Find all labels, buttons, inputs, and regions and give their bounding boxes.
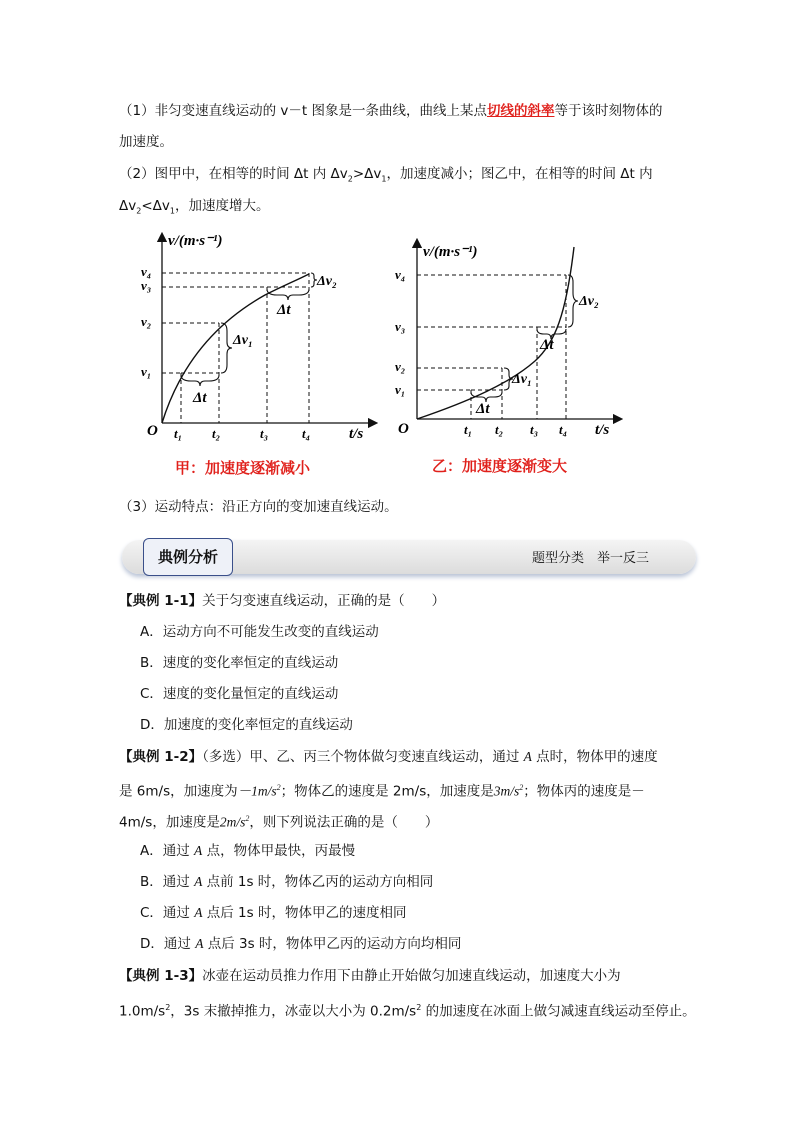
ex3-line1: 【典例 1-3】冰壶在运动员推力作用下由静止开始做匀加速直线运动，加速度大小为 (119, 968, 621, 984)
x-tick-t1: t₁ (464, 422, 473, 437)
y-tick-v3: v₃ (395, 319, 406, 334)
ex2-line1: 【典例 1-2】（多选）甲、乙、丙三个物体做匀变速直线运动，通过 A 点时，物体甲的速度 (119, 749, 658, 765)
y-axis-label: v/(m·s⁻¹) (168, 233, 223, 249)
graph-left (135, 225, 385, 450)
brace-dv1 (221, 323, 232, 373)
label-dt1: Δt (476, 401, 490, 417)
y-tick-v1: v₁ (395, 382, 406, 397)
intro-p2-line1: （2）图甲中，在相等的时间 Δt 内 $\Delta v_2>\Delta v_1$，加速度减小；图乙中，在相等的时间 Δt 内 (119, 166, 653, 184)
ex1-option-b: B．速度的变化率恒定的直线运动 (140, 655, 339, 671)
y-axis-label: v/(m·s⁻¹) (423, 244, 478, 260)
intro-p2-line2: $\Delta v_2<\Delta v_1$，加速度增大。 (119, 198, 270, 216)
ex2-option-a: A．通过 A 点，物体甲最快，丙最慢 (140, 843, 356, 859)
ex2-label: 【典例 1-2】 (119, 749, 203, 765)
ex1-option-d: D．加速度的变化率恒定的直线运动 (140, 717, 353, 733)
brace-dt1 (181, 375, 219, 386)
graph-right (390, 235, 630, 450)
x-tick-t1: t₁ (174, 426, 183, 441)
label-dv2: Δv₂ (317, 274, 337, 289)
ex2-line2: 是 6m/s，加速度为$-1m/s^2$；物体乙的速度是 2m/s，加速度是$3m/s^2$；物体丙的速度是－ (119, 783, 645, 800)
label-dt2: Δt (540, 337, 554, 353)
label-dv1: Δv₁ (512, 372, 532, 387)
ex3-line2: $1.0m/s^2$，3s 末撤掉推力，冰壶以大小为 $0.2m/s^2$ 的加速度在冰面上做匀减速直线运动至停止。 (119, 1003, 696, 1020)
ex1-stem: 【典例 1-1】关于匀变速直线运动，正确的是（ ） (119, 593, 446, 609)
caption-left: 甲：加速度逐渐减小 (175, 459, 311, 477)
x-axis-label: t/s (595, 422, 610, 438)
banner-tag: 典例分析 (143, 538, 233, 576)
x-tick-t4: t₄ (559, 422, 568, 437)
x-tick-t3: t₃ (530, 422, 539, 437)
intro-p1-line2: 加速度。 (119, 134, 173, 150)
highlight-slope: 切线的斜率 (486, 103, 555, 119)
x-axis-label: t/s (349, 426, 364, 442)
banner-subtitle: 题型分类 举一反三 (532, 551, 650, 566)
y-tick-v4: v₄ (395, 267, 406, 282)
label-dv1: Δv₁ (233, 333, 253, 348)
label-dt2: Δt (277, 302, 291, 318)
ex2-option-d: D．通过 A 点后 3s 时，物体甲乙丙的运动方向均相同 (140, 936, 462, 952)
ex3-label: 【典例 1-3】 (119, 968, 203, 984)
x-tick-t2: t₂ (495, 422, 504, 437)
ex2-option-c: C．通过 A 点后 1s 时，物体甲乙的速度相同 (140, 905, 407, 921)
x-tick-t2: t₂ (212, 426, 221, 441)
vt-curve (417, 247, 574, 419)
y-tick-v2: v₂ (141, 314, 152, 329)
ex2-line3: 4m/s，加速度是$2m/s^2$，则下列说法正确的是（ ） (119, 814, 439, 831)
intro-p3: （3）运动特点：沿正方向的变加速直线运动。 (119, 499, 398, 515)
label-dt1: Δt (193, 390, 207, 406)
x-tick-t3: t₃ (260, 426, 269, 441)
y-tick-v3: v₃ (141, 278, 152, 293)
ex1-option-c: C．速度的变化量恒定的直线运动 (140, 686, 339, 702)
origin-label: O (147, 423, 158, 439)
intro-p1-line1: （1）非匀变速直线运动的 v－t 图象是一条曲线，曲线上某点切线的斜率等于该时刻物体的 (119, 103, 663, 119)
label-dv2: Δv₂ (579, 294, 599, 309)
y-tick-v1: v₁ (141, 364, 152, 379)
ex1-label: 【典例 1-1】 (119, 593, 203, 609)
y-tick-v2: v₂ (395, 359, 406, 374)
x-tick-t4: t₄ (302, 426, 311, 441)
ex2-option-b: B．通过 A 点前 1s 时，物体乙丙的运动方向相同 (140, 874, 434, 890)
origin-label: O (398, 421, 409, 437)
ex1-option-a: A．运动方向不可能发生改变的直线运动 (140, 624, 379, 640)
caption-right: 乙：加速度逐渐变大 (432, 457, 568, 475)
y-tick-v4: v₄ (141, 264, 152, 279)
